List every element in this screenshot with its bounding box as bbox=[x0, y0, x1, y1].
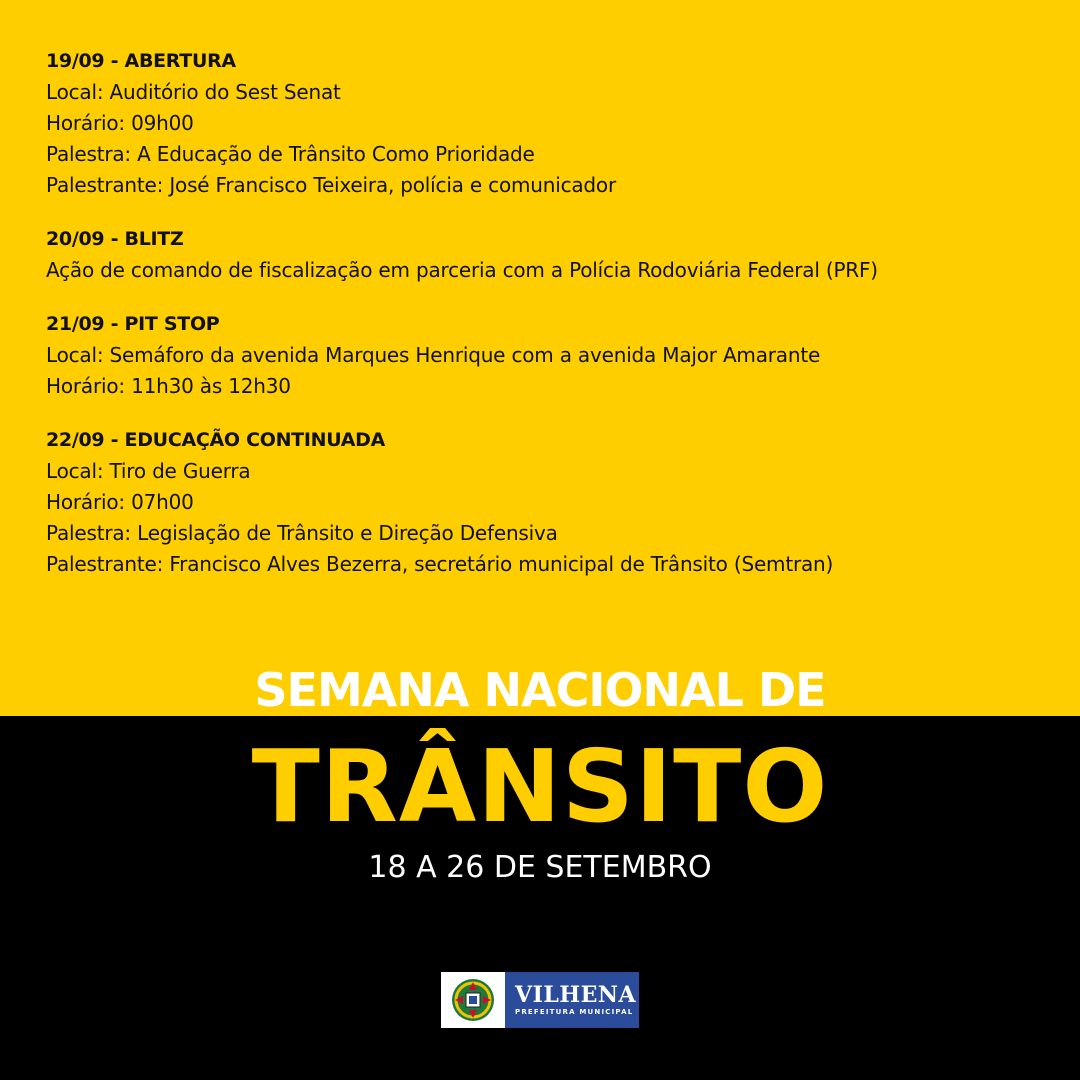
event-title: 19/09 - ABERTURA bbox=[46, 50, 236, 72]
event-location: Local: Semáforo da avenida Marques Henrique com a avenida Major Amarante bbox=[46, 343, 821, 367]
logo-text-box bbox=[505, 972, 639, 1028]
event-title: 21/09 - PIT STOP bbox=[46, 313, 220, 335]
event-abertura bbox=[46, 46, 1056, 201]
event-description: Ação de comando de fiscalização em parceria com a Polícia Rodoviária Federal (PRF) bbox=[46, 258, 878, 282]
event-title: 22/09 - EDUCAÇÃO CONTINUADA bbox=[46, 429, 386, 451]
emblem-box bbox=[441, 972, 505, 1028]
event-time: Horário: 07h00 bbox=[46, 490, 194, 514]
event-talk: Palestra: A Educação de Trânsito Como Prioridade bbox=[46, 142, 535, 166]
event-educacao-continuada bbox=[46, 425, 1056, 580]
event-dates: 18 A 26 DE SETEMBRO bbox=[368, 850, 712, 885]
event-pit-stop bbox=[46, 309, 1056, 402]
event-schedule bbox=[46, 46, 1056, 603]
headline-transito: TRÂNSITO bbox=[251, 728, 829, 845]
logo-name: VILHENA bbox=[515, 982, 637, 1008]
event-talk: Palestra: Legislação de Trânsito e Direção Defensiva bbox=[46, 521, 558, 545]
event-blitz bbox=[46, 224, 1056, 286]
headline-semana-nacional: SEMANA NACIONAL DE bbox=[254, 663, 826, 717]
event-speaker: Palestrante: Francisco Alves Bezerra, secretário municipal de Trânsito (Semtran) bbox=[46, 552, 834, 576]
logo-subtitle: PREFEITURA MUNICIPAL bbox=[515, 1008, 634, 1016]
event-speaker: Palestrante: José Francisco Teixeira, polícia e comunicador bbox=[46, 173, 616, 197]
vilhena-logo bbox=[441, 972, 639, 1028]
event-time: Horário: 09h00 bbox=[46, 111, 194, 135]
city-coat-of-arms-icon bbox=[447, 976, 499, 1024]
event-location: Local: Auditório do Sest Senat bbox=[46, 80, 341, 104]
event-time: Horário: 11h30 às 12h30 bbox=[46, 374, 291, 398]
event-title: 20/09 - BLITZ bbox=[46, 228, 184, 250]
event-location: Local: Tiro de Guerra bbox=[46, 459, 251, 483]
